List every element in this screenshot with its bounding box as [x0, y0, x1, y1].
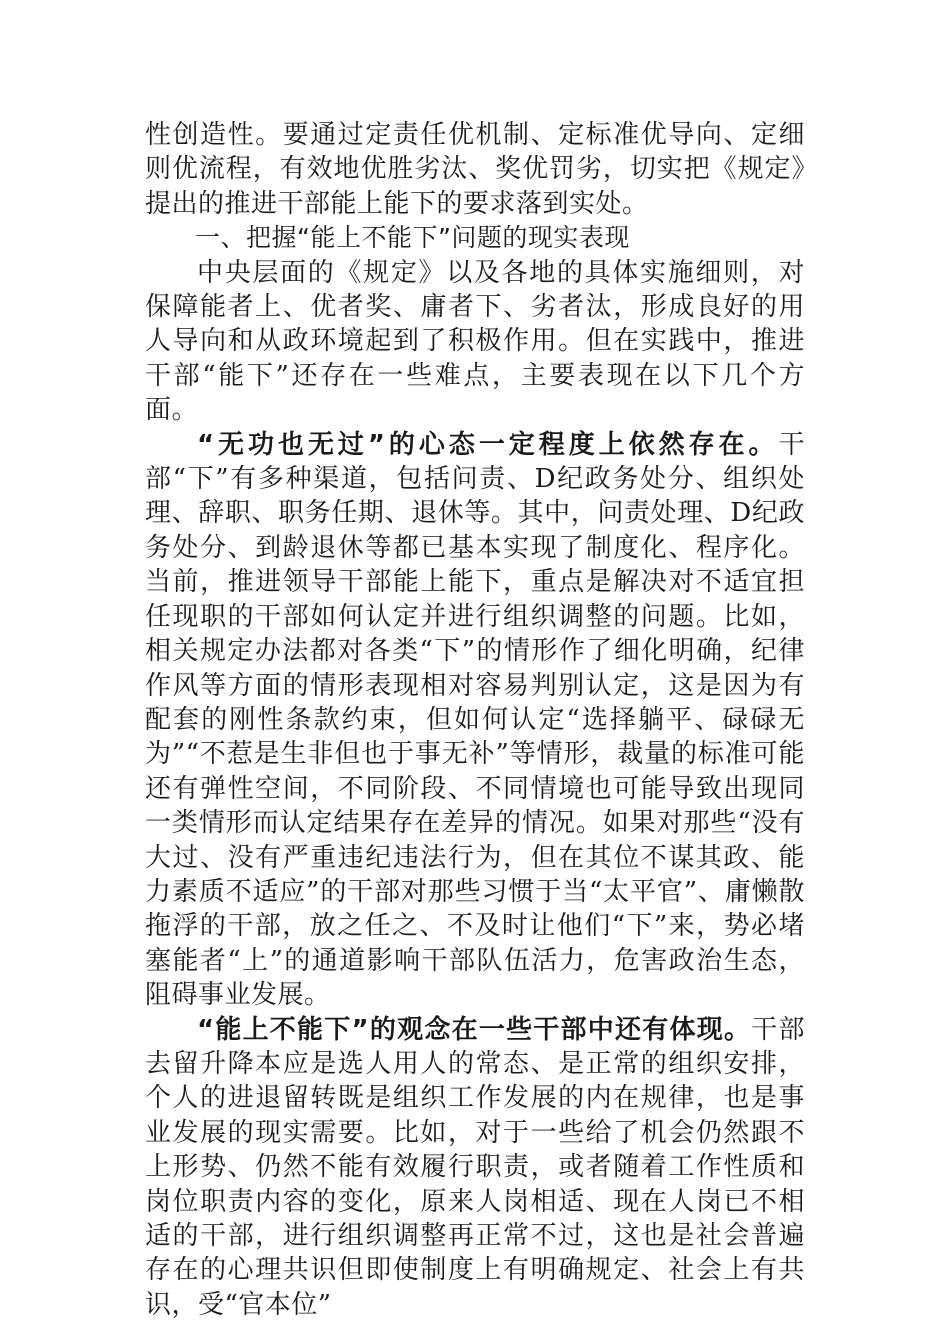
paragraph-lead-sentence: “能上不能下”的观念在一些干部中还有体现。	[197, 1014, 752, 1045]
paragraph-point-2	[145, 1013, 805, 1323]
section-heading: 一、把握“能上不能下”问题的现实表现	[195, 223, 630, 253]
paragraph-intro: 中央层面的《规定》以及各地的具体实施细则，对保障能者上、优者奖、庸者下、劣者汰，形成良好的用人导向和从政环境起到了积极作用。但在实践中，推进干部“能下”还存在一些难点，主要表现在以下几个方面。	[145, 257, 805, 426]
paragraph-point-1	[145, 428, 805, 1013]
paragraph-body-text: 干部去留升降本应是选人用人的常态、是正常的组织安排，个人的进退留转既是组织工作发展的内在规律，也是事业发展的现实需要。比如，对于一些给了机会仍然跟不上形势、仍然不能有效履行职责，或者随着工作性质和岗位职责内容的变化，原来人岗相适、现在人岗已不相适的干部，进行组织调整再正常不过，这也是社会普遍存在的心理共识但即使制度上有明确规定、社会上有共识，受“官本位”	[145, 1014, 805, 1320]
paragraph-body-text: 干部“下”有多种渠道，包括问责、D纪政务处分、组织处理、辞职、职务任期、退休等。其中，问责处理、D纪政务处分、到龄退休等都已基本实现了制度化、程序化。当前，推进领导干部能上能下，重点是解决对不适宜担任现职的干部如何认定并进行组织调整的问题。比如，相关规定办法都对各类“下”的情形作了细化明确，纪律作风等方面的情形表现相对容易判别认定，这是因为有配套的刚性条款约束，但如何认定“选择躺平、碌碌无为”“不惹是生非但也于事无补”等情形，裁量的标准可能还有弹性空间，不同阶段、不同情境也可能导致出现同一类情形而认定结果存在差异的情况。如果对那些“没有大过、没有严重违纪违法行为，但在其位不谋其政、能力素质不适应”的干部对那些习惯于当“太平官”、庸懒散拖浮的干部，放之任之、不及时让他们“下”来，势必堵塞能者“上”的通道影响干部队伍活力，危害政治生态，阻碍事业发展。	[145, 429, 805, 1011]
paragraph-continuation: 性创造性。要通过定责任优机制、定标准优导向、定细则优流程，有效地优胜劣汰、奖优罚劣，切实把《规定》提出的推进干部能上能下的要求落到实处。	[145, 120, 805, 219]
paragraph-lead-sentence: “无功也无过”的心态一定程度上依然存在。	[197, 429, 779, 460]
document-page	[145, 118, 805, 1322]
